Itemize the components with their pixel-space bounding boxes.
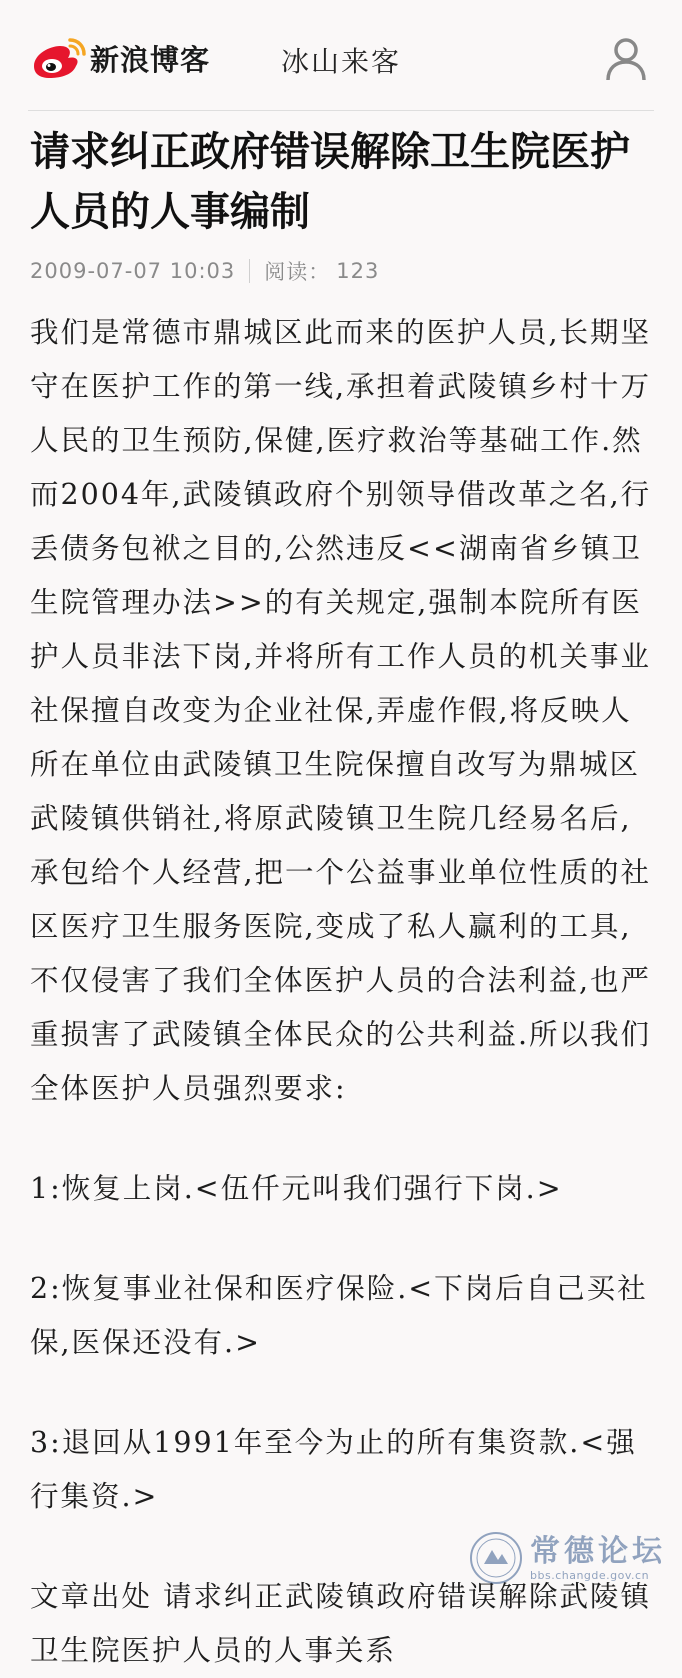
watermark-url: bbs.changde.gov.cn: [530, 1568, 650, 1582]
article-body: [30, 306, 660, 1678]
watermark-title: 常德论坛: [530, 1533, 666, 1569]
logo-text: 新浪博客: [90, 42, 211, 77]
reads-count: 123: [336, 259, 380, 283]
user-icon[interactable]: [604, 36, 648, 82]
demand-item-3: 3:退回从1991年至今为止的所有集资款.<强行集资.>: [30, 1426, 637, 1513]
demand-item-1: 1:恢复上岗.<伍仟元叫我们强行下岗.>: [30, 1172, 563, 1205]
body-paragraph: 我们是常德市鼎城区此而来的医护人员,长期坚守在医护工作的第一线,承担着武陵镇乡村十万人民的卫生预防,保健,医疗救治等基础工作.然而2004年,武陵镇政府个别领导借改革之名,行丢债务包袱之目的,公然违反<<湖南省乡镇卫生院管理办法>>的有关规定,强制本院所有医护人员非法下岗,并将所有工作人员的机关事业社保擅自改变为企业社保,弄虚作假,将反映人所在单位由武陵镇卫生院保擅自改写为鼎城区武陵镇供销社,将原武陵镇卫生院几经易名后,承包给个人经营,把一个公益事业单位性质的社区医疗卫生服务医院,变成了私人赢利的工具,不仅侵害了我们全体医护人员的合法利益,也严重损害了武陵镇全体民众的公共利益.所以我们全体医护人员强烈要求:: [30, 316, 652, 1105]
forum-seal-icon: [468, 1530, 524, 1586]
forum-watermark: [468, 1530, 666, 1586]
reads-label: 阅读：: [264, 260, 331, 284]
demand-item-2: 2:恢复事业社保和医疗保险.<下岗后自己买社保,医保还没有.>: [30, 1272, 648, 1359]
app-header: [0, 0, 682, 110]
header-divider: [28, 110, 654, 111]
article-meta: [30, 256, 379, 286]
article-title: 请求纠正政府错误解除卫生院医护人员的人事编制: [30, 128, 630, 235]
meta-separator: [249, 259, 250, 283]
article-source: 文章出处 请求纠正武陵镇政府错误解除武陵镇卫生院医护人员的人事关系: [30, 1580, 652, 1667]
blog-name: 冰山来客: [280, 45, 401, 78]
publish-date: 2009-07-07 10:03: [30, 259, 236, 283]
